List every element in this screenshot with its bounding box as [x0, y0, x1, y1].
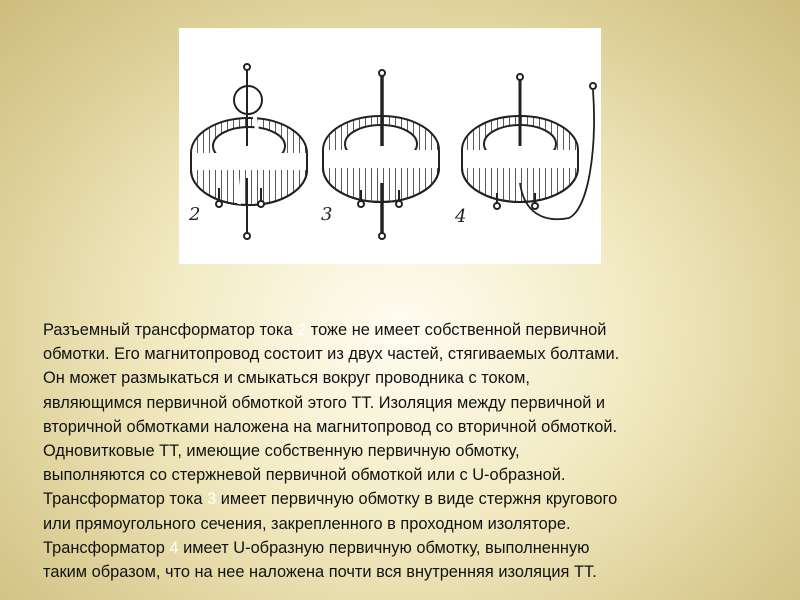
text-line-6: Одновитковые ТТ, имеющие собственную первичную обмотку, [43, 442, 520, 461]
text-line-1: Разъемный трансформатор тока 2 тоже не имеет собственной первичной [43, 321, 607, 339]
description-paragraph [43, 318, 763, 584]
text-line-9: или прямоугольного сечения, закрепленного в проходном изоляторе. [43, 514, 571, 533]
text-line-5: вторичной обмотками наложена на магнитопровод со вторичной обмоткой. [43, 417, 618, 436]
text-line-10: Трансформатор 4 имеет U-образную первичную обмотку, выполненную [43, 538, 590, 557]
text-line-7: выполняются со стержневой первичной обмоткой или с U-образной. [43, 466, 566, 485]
text-line-3: Он может размыкаться и смыкаться вокруг проводника с током, [43, 369, 530, 388]
highlight-number: 3 [207, 490, 217, 509]
figure-label-4: 4 [455, 206, 467, 227]
text-line-11: таким образом, что на нее наложена почти вся внутренняя изоляция ТТ. [43, 563, 597, 582]
figure-label-3: 3 [321, 204, 333, 225]
transformer-drawing [179, 28, 601, 264]
figure-label-2: 2 [189, 204, 201, 225]
text-line-4: являющимся первичной обмоткой этого ТТ. Изоляция между первичной и [43, 393, 606, 412]
highlight-number: 2 [297, 321, 307, 339]
text-line-8: Трансформатор тока 3 имеет первичную обмотку в виде стержня кругового [43, 490, 618, 509]
transformer-figure [179, 28, 601, 264]
text-line-2: обмотки. Его магнитопровод состоит из двух частей, стягиваемых болтами. [43, 345, 620, 364]
highlight-number: 4 [169, 538, 179, 557]
transformer-3 [323, 70, 439, 239]
transformer-4 [462, 74, 596, 219]
transformer-2 [191, 64, 307, 239]
